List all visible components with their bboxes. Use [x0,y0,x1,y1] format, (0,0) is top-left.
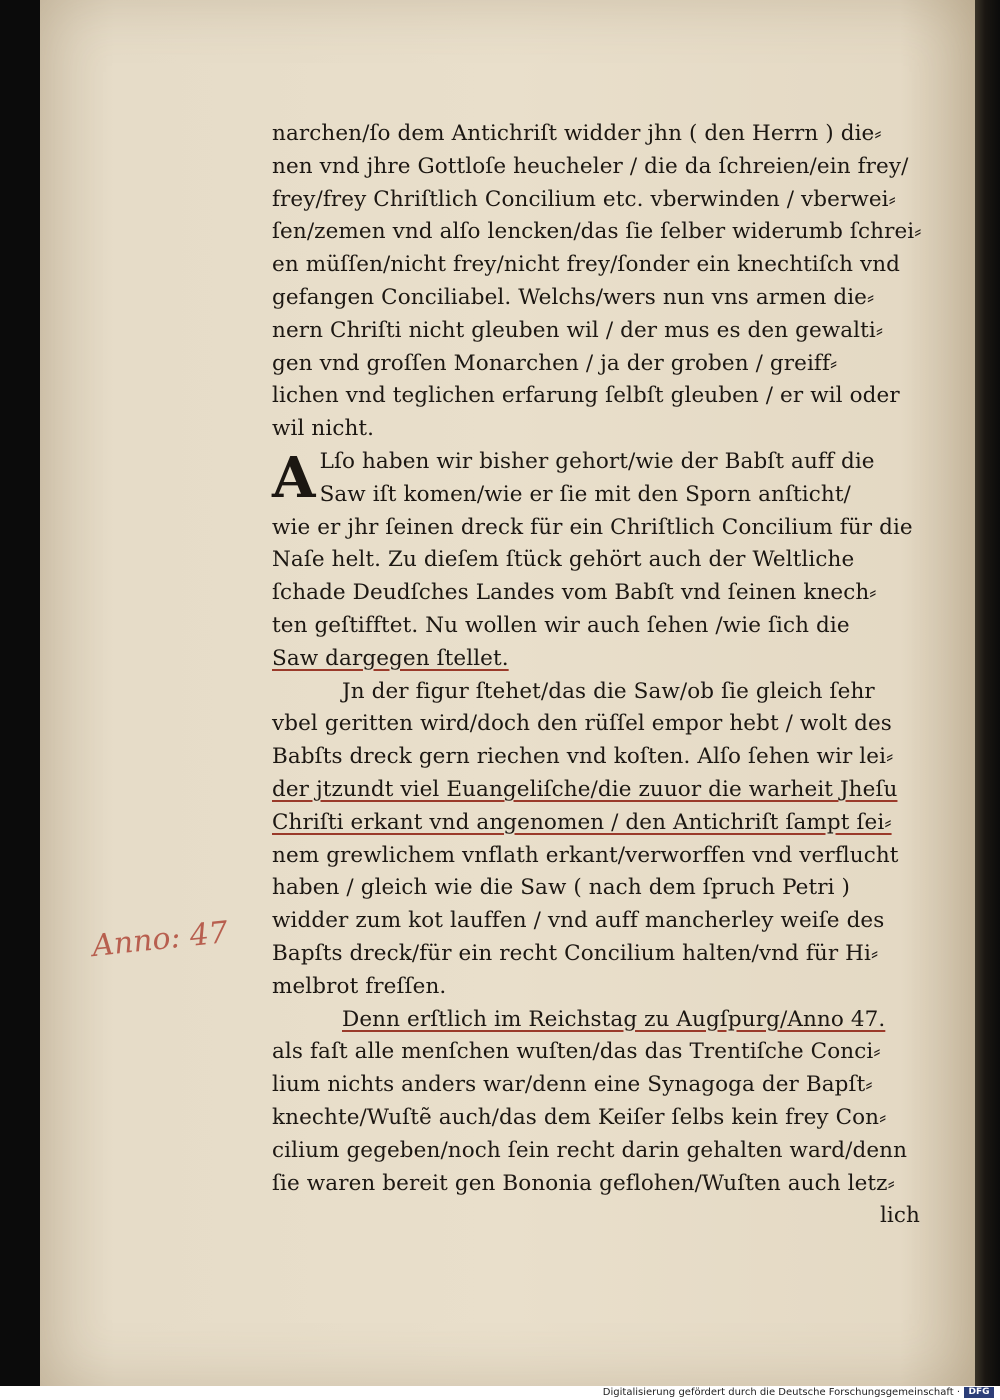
text-line: Jn der figur ſtehet/das die Saw/ob ſie gleich ſehr [342,678,875,704]
catchword: lich [879,1203,920,1229]
text-line: Chriſti erkant vnd angenomen / den Antichriſt ſampt ſei⸗ [272,809,892,835]
text-line: lium nichts anders war/denn eine Synagoga der Bapſt⸗ [272,1072,873,1098]
text-line: Saw dargegen ſtellet. [272,645,509,671]
text-line: en müſſen/nicht frey/nicht frey/ſonder ein knechtiſch vnd [272,252,901,278]
text-line: cilium gegeben/noch ſein recht darin gehalten ward/denn [272,1137,908,1163]
text-line: knechte/Wuſtẽ auch/das dem Keiſer ſelbs kein frey Con⸗ [272,1104,887,1130]
text-line: Denn erſtlich im Reichstag zu Augſpurg/Anno 47. [342,1006,886,1032]
text-line: Babſts dreck gern riechen vnd koſten. Alſo ſehen wir lei⸗ [272,744,894,770]
paragraph-1 [272,118,920,446]
text-line: lichen vnd teglichen erfarung ſelbſt gleuben / er wil oder [272,383,900,409]
text-line: wie er jhr ſeinen dreck für ein Chriſtlich Concilium für die [272,514,913,540]
main-text [272,118,920,1233]
margin-annotation: Anno: 47 [90,914,230,965]
text-line: der jtzundt viel Euangeliſche/die zuuor die warheit Jheſu [272,776,898,802]
paragraph-4 [272,1004,920,1234]
text-line: haben / gleich wie die Saw ( nach dem ſpruch Petri ) [272,875,851,901]
page-edge-shadow [975,0,1000,1386]
drop-initial: A [272,444,316,511]
text-line: ſie waren bereit gen Bononia geflohen/Wuſten auch letz⸗ [272,1170,895,1196]
text-line: als faſt alle menſchen wuſten/das das Trentiſche Conci⸗ [272,1039,881,1065]
text-line: wil nicht. [272,416,375,442]
paragraph-2 [272,446,920,676]
text-line: widder zum kot lauffen / vnd auff mancherley weiſe des [272,908,885,934]
text-line: Naſe helt. Zu dieſem ſtück gehört auch der Weltliche [272,547,855,573]
text-line: ten geſtifftet. Nu wollen wir auch ſehen /wie ſich die [272,612,850,638]
text-line: ſen/zemen vnd alſo lencken/das ſie ſelber widerumb ſchrei⸗ [272,219,922,245]
text-line: melbrot freſſen. [272,973,447,999]
paragraph-3 [272,676,920,1004]
text-line: nem grewlichem vnflath erkant/verworffen vnd verflucht [272,842,899,868]
text-line: ſchade Deudſches Landes vom Babſt vnd ſeinen knech⸗ [272,580,877,606]
text-line: nen vnd jhre Gottloſe heucheler / die da ſchreien/ein frey/ [272,153,909,179]
text-line: Saw iſt komen/wie er ſie mit den Sporn anſticht/ [319,481,851,507]
text-line: Bapſts dreck/für ein recht Concilium halten/vnd für Hi⸗ [272,940,879,966]
text-line: nern Chriſti nicht gleuben wil / der mus es den gewalti⸗ [272,317,884,343]
text-line: narchen/ſo dem Antichriſt widder jhn ( den Herrn ) die⸗ [272,121,882,146]
text-line: gen vnd groſſen Monarchen / ja der groben / greiff⸗ [272,350,838,376]
text-line: Lſo haben wir bisher gehort/wie der Babſt auff die [319,448,875,474]
text-line: frey/frey Chriſtlich Concilium etc. vberwinden / vberwei⸗ [272,186,896,212]
footer-credit: Digitalisierung gefördert durch die Deutsche Forschungsgemeinschaft · [602,1387,960,1398]
text-line: vbel geritten wird/doch den rüſſel empor hebt / wolt des [272,711,892,737]
dfg-logo-icon: DFG [964,1387,994,1398]
text-line: gefangen Conciliabel. Welchs/wers nun vns armen die⸗ [272,284,875,310]
